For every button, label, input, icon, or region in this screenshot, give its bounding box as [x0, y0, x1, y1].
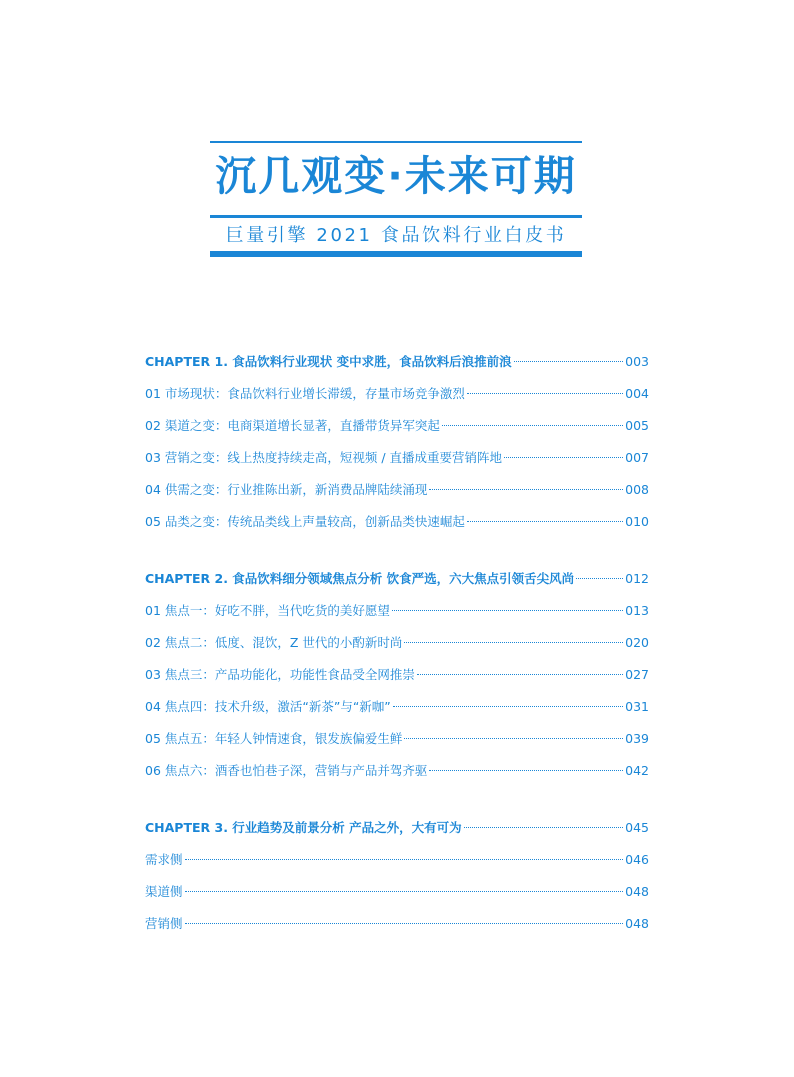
title-middle-rule [210, 215, 582, 218]
title-top-rule [210, 141, 582, 143]
dot-leader [467, 393, 623, 394]
toc-chapter-3[interactable] [145, 812, 649, 844]
dot-leader [576, 578, 623, 579]
toc-item-label: 03 营销之变：线上热度持续走高，短视频 / 直播成重要营销阵地 [145, 450, 503, 465]
dot-leader [504, 457, 623, 458]
toc-chapter-1[interactable] [145, 346, 649, 378]
dot-leader [393, 706, 623, 707]
toc-item[interactable] [145, 627, 649, 659]
toc-section-1 [145, 346, 649, 538]
toc-item-label: 06 焦点六：酒香也怕巷子深，营销与产品并驾齐驱 [145, 763, 428, 778]
toc-item-label: 01 市场现状：食品饮料行业增长滞缓，存量市场竞争激烈 [145, 386, 465, 401]
toc-item-label: 05 焦点五：年轻人钟情速食，银发族偏爱生鲜 [145, 731, 403, 746]
toc-chapter-label: CHAPTER 3. 行业趋势及前景分析 产品之外，大有可为 [145, 820, 462, 835]
toc-item[interactable] [145, 876, 649, 908]
toc-item[interactable] [145, 506, 649, 538]
dot-leader [467, 521, 623, 522]
toc-page-number: 008 [625, 482, 649, 497]
toc-item-label: 02 焦点二：低度、混饮，Z 世代的小酌新时尚 [145, 635, 403, 650]
toc-item[interactable] [145, 908, 649, 940]
table-of-contents [145, 346, 649, 965]
toc-item[interactable] [145, 723, 649, 755]
toc-chapter-label: CHAPTER 2. 食品饮料细分领域焦点分析 饮食严选，六大焦点引领舌尖风尚 [145, 571, 575, 586]
toc-item[interactable] [145, 659, 649, 691]
dot-leader [464, 827, 623, 828]
toc-page-number: 042 [625, 763, 649, 778]
page-title: 沉几观变·未来可期 [215, 152, 577, 200]
dot-leader [392, 610, 623, 611]
toc-item[interactable] [145, 442, 649, 474]
toc-item[interactable] [145, 595, 649, 627]
toc-item-label: 需求侧 [145, 852, 183, 867]
toc-item-label: 03 焦点三：产品功能化，功能性食品受全网推崇 [145, 667, 415, 682]
toc-item-label: 02 渠道之变：电商渠道增长显著，直播带货异军突起 [145, 418, 440, 433]
toc-section-3 [145, 812, 649, 940]
dot-leader [185, 891, 624, 892]
toc-page-number: 005 [625, 418, 649, 433]
toc-item-label: 04 供需之变：行业推陈出新，新消费品牌陆续涌现 [145, 482, 428, 497]
toc-section-2 [145, 563, 649, 787]
dot-leader [417, 674, 623, 675]
toc-page-number: 048 [625, 916, 649, 931]
toc-item-label: 渠道侧 [145, 884, 183, 899]
toc-item[interactable] [145, 474, 649, 506]
toc-page-number: 012 [625, 571, 649, 586]
toc-page-number: 020 [625, 635, 649, 650]
toc-page-number: 004 [625, 386, 649, 401]
toc-page-number: 031 [625, 699, 649, 714]
toc-page-number: 013 [625, 603, 649, 618]
toc-item-label: 05 品类之变：传统品类线上声量较高，创新品类快速崛起 [145, 514, 465, 529]
toc-page-number: 027 [625, 667, 649, 682]
toc-page-number: 045 [625, 820, 649, 835]
toc-item-label: 01 焦点一：好吃不胖，当代吃货的美好愿望 [145, 603, 390, 618]
title-bottom-rule [210, 251, 582, 257]
dot-leader [514, 361, 623, 362]
toc-item[interactable] [145, 378, 649, 410]
dot-leader [429, 770, 623, 771]
toc-item[interactable] [145, 691, 649, 723]
dot-leader [404, 738, 623, 739]
toc-page-number: 007 [625, 450, 649, 465]
page-subtitle: 巨量引擎 2021 食品饮料行业白皮书 [225, 225, 567, 246]
toc-page-number: 039 [625, 731, 649, 746]
dot-leader [404, 642, 623, 643]
dot-leader [442, 425, 623, 426]
toc-item-label: 营销侧 [145, 916, 183, 931]
dot-leader [185, 923, 624, 924]
toc-page-number: 003 [625, 354, 649, 369]
toc-item-label: 04 焦点四：技术升级，激活“新茶”与“新咖” [145, 699, 391, 714]
toc-item[interactable] [145, 755, 649, 787]
cover-title-block [210, 141, 582, 257]
toc-chapter-2[interactable] [145, 563, 649, 595]
toc-item[interactable] [145, 844, 649, 876]
dot-leader [429, 489, 623, 490]
toc-chapter-label: CHAPTER 1. 食品饮料行业现状 变中求胜，食品饮料后浪推前浪 [145, 354, 512, 369]
toc-page-number: 048 [625, 884, 649, 899]
toc-page-number: 046 [625, 852, 649, 867]
dot-leader [185, 859, 624, 860]
toc-item[interactable] [145, 410, 649, 442]
toc-page-number: 010 [625, 514, 649, 529]
